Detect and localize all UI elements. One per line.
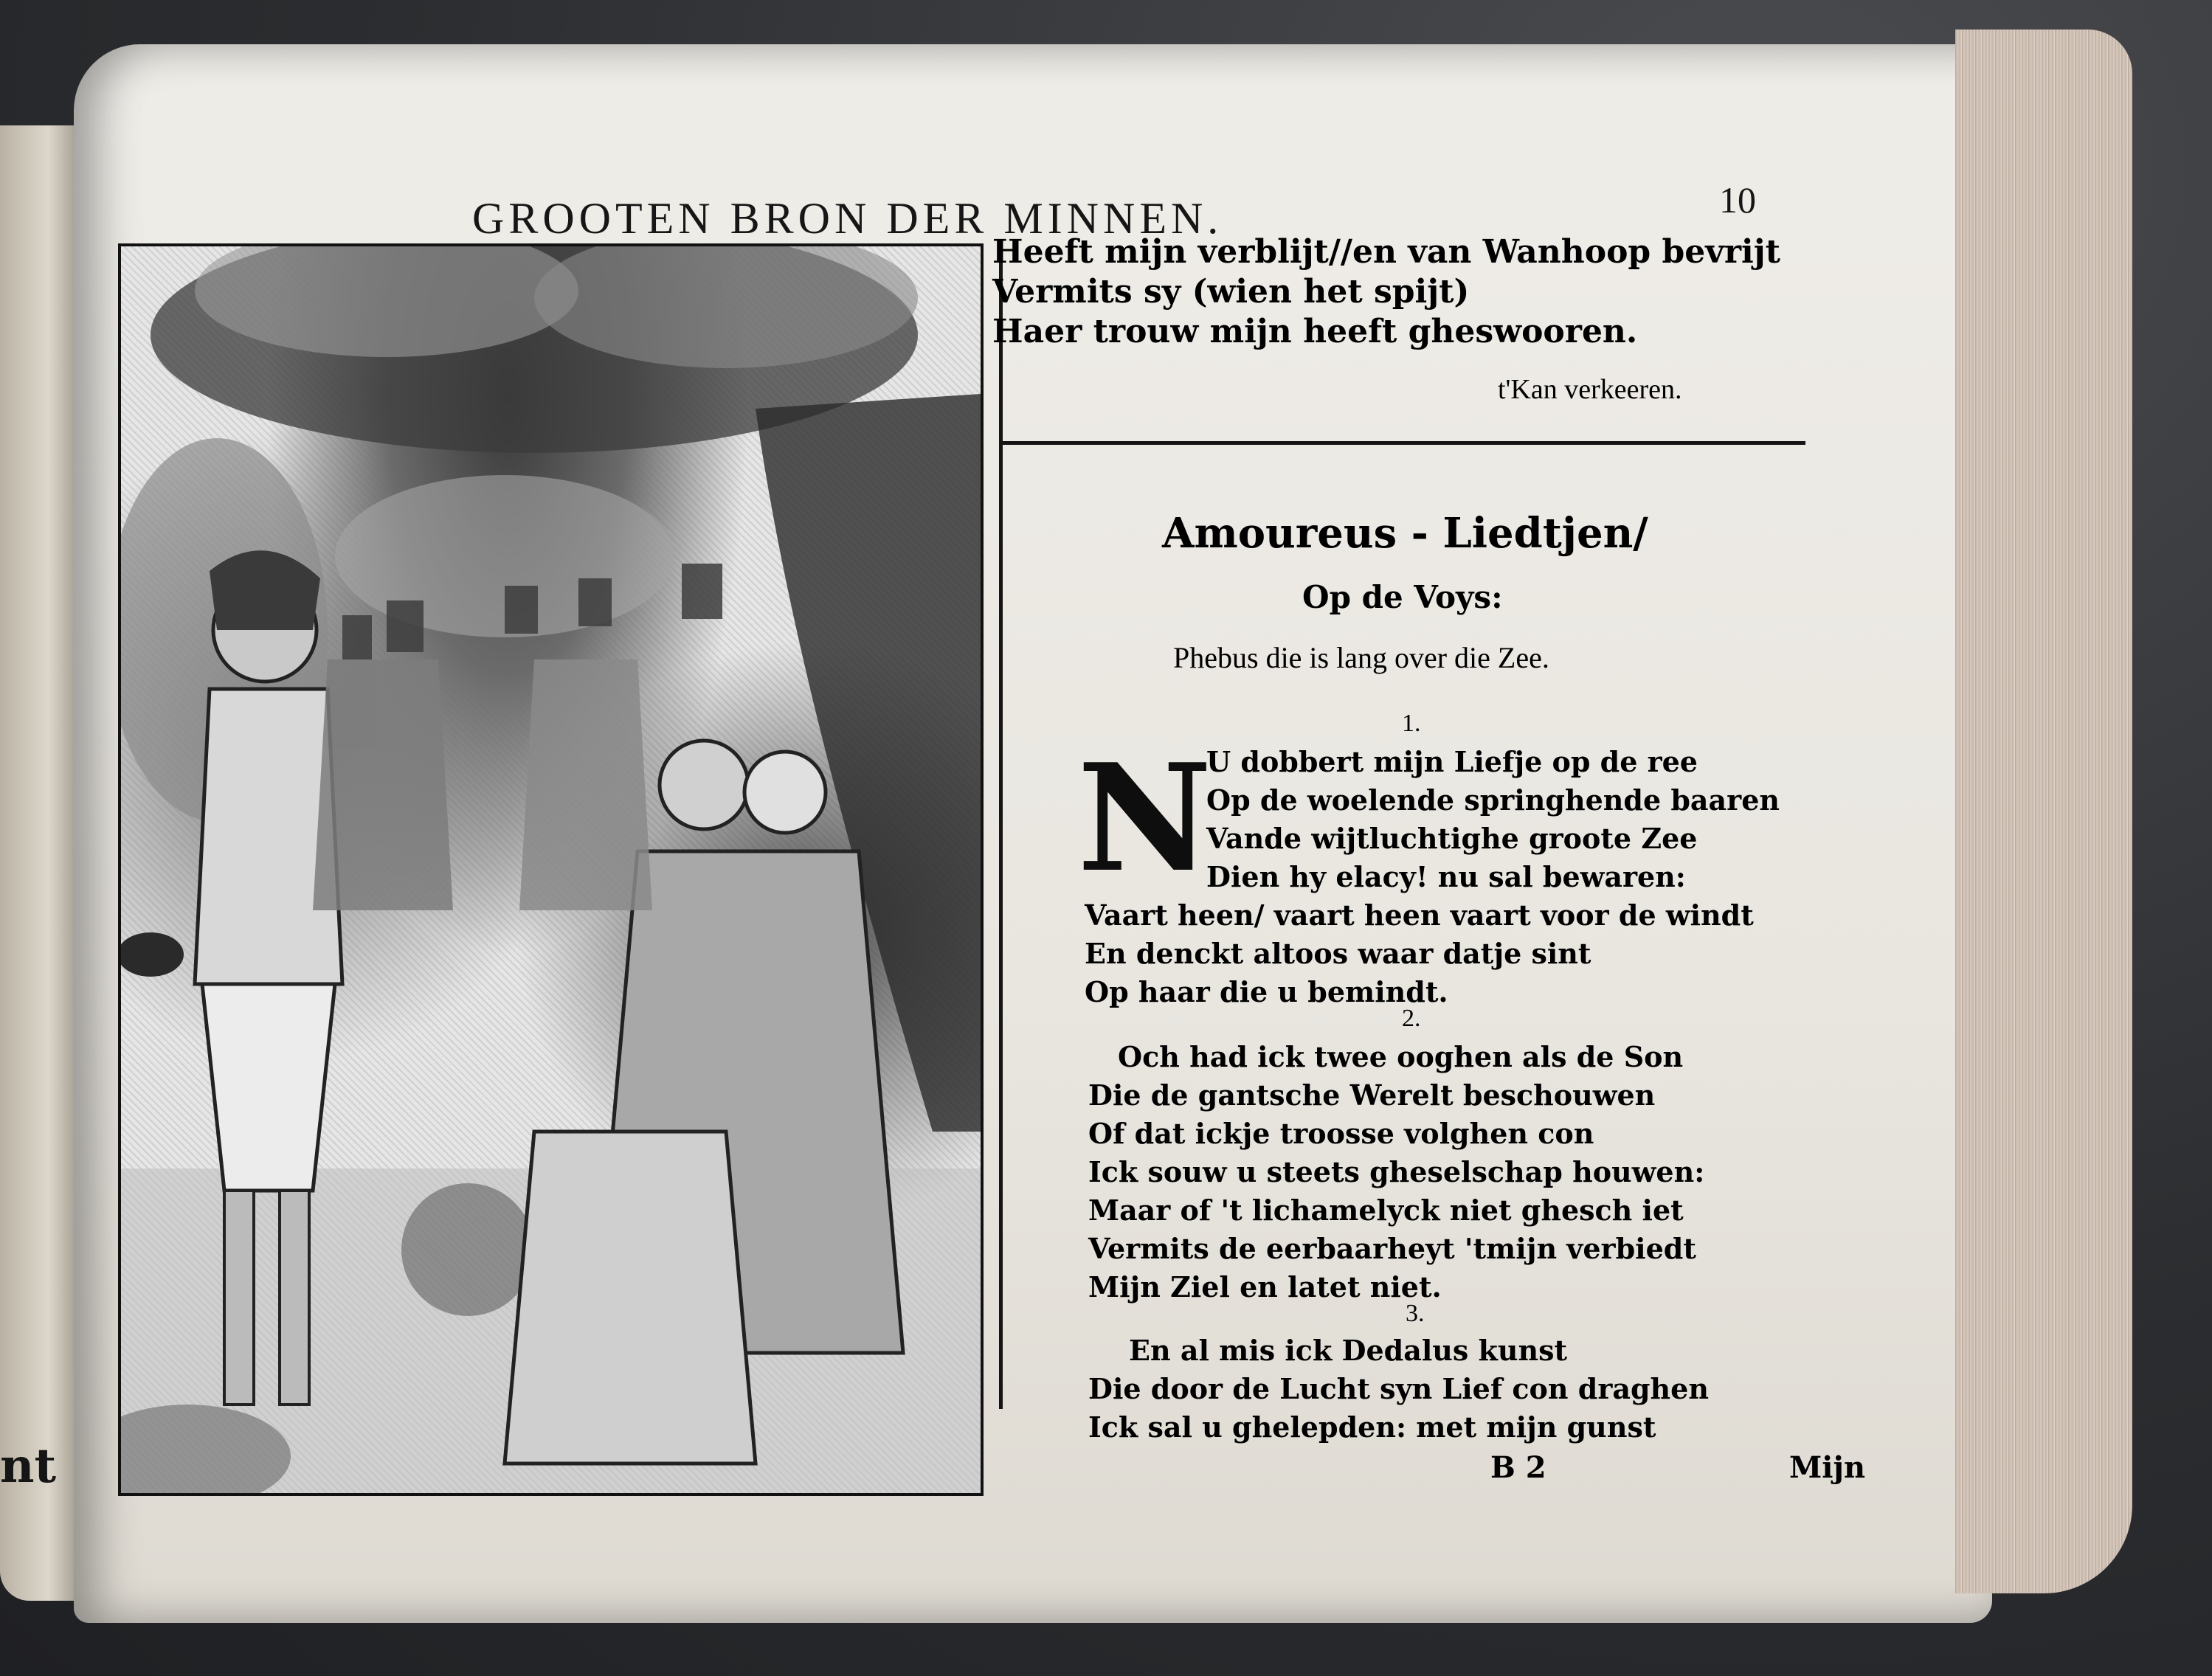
verse-line: Mijn Ziel en latet niet. (1088, 1270, 1442, 1303)
verse-line: Maar of 't lichamelyck niet ghesch iet (1088, 1194, 1684, 1227)
engraving-illustration (121, 246, 981, 1493)
engraving-plate (118, 243, 984, 1496)
verse-line: Vaart heen/ vaart heen vaart voor de windt (1085, 898, 1754, 932)
verse-line: Of dat ickje troosse volghen con (1088, 1117, 1594, 1150)
page-block-edges (1955, 30, 2132, 1593)
verse-line: Die de gantsche Werelt beschouwen (1088, 1078, 1656, 1112)
verse-line: Och had ick twee ooghen als de Son (1118, 1040, 1684, 1073)
motto: t'Kan verkeeren. (1498, 374, 1682, 405)
drop-cap-initial: N (1077, 732, 1212, 905)
verse-line: Ick souw u steets gheselschap houwen: (1088, 1155, 1705, 1188)
verse-line: Vande wijtluchtighe groote Zee (1206, 822, 1698, 855)
voice-label: Op de Voys: (1302, 579, 1503, 615)
song-title: Amoureus - Liedtjen/ (1162, 509, 1648, 558)
tune-name: Phebus die is lang over die Zee. (1173, 641, 1549, 674)
section-divider (1000, 441, 1805, 445)
verse-line: Dien hy elacy! nu sal bewaren: (1206, 860, 1686, 893)
verse-number: 2. (1402, 1005, 1421, 1032)
verse-line: En denckt altoos waar datje sint (1085, 937, 1591, 970)
verse-number: 3. (1406, 1300, 1425, 1327)
verse-line: U dobbert mijn Liefje op de ree (1206, 745, 1698, 778)
continuation-line: Heeft mijn verblijt//en van Wanhoop bevrijt (992, 233, 1780, 271)
continuation-line: Haer trouw mijn heeft gheswooren. (992, 313, 1638, 350)
verse-line: Ick sal u ghelepden: met mijn gunst (1088, 1410, 1656, 1444)
column-rule (999, 243, 1003, 1409)
verse-line: Vermits de eerbaarheyt 'tmijn verbiedt (1088, 1232, 1696, 1265)
page-number: 10 (1719, 179, 1756, 221)
verse-line: Die door de Lucht syn Lief con draghen (1088, 1372, 1709, 1405)
left-page-fragment: nt (0, 1438, 57, 1494)
running-head: GROOTEN BRON DER MINNEN. (472, 194, 1223, 243)
verse-line: En al mis ick Dedalus kunst (1129, 1334, 1568, 1367)
signature-mark: B 2 (1490, 1450, 1546, 1485)
verse-number: 1. (1402, 710, 1421, 737)
verse-line: Op de woelende springhende baaren (1206, 783, 1780, 817)
catchword: Mijn (1789, 1450, 1866, 1485)
continuation-line: Vermits sy (wien het spijt) (992, 273, 1470, 311)
verse-line: Op haar die u bemindt. (1085, 975, 1448, 1008)
foreground-plant (401, 1183, 534, 1316)
